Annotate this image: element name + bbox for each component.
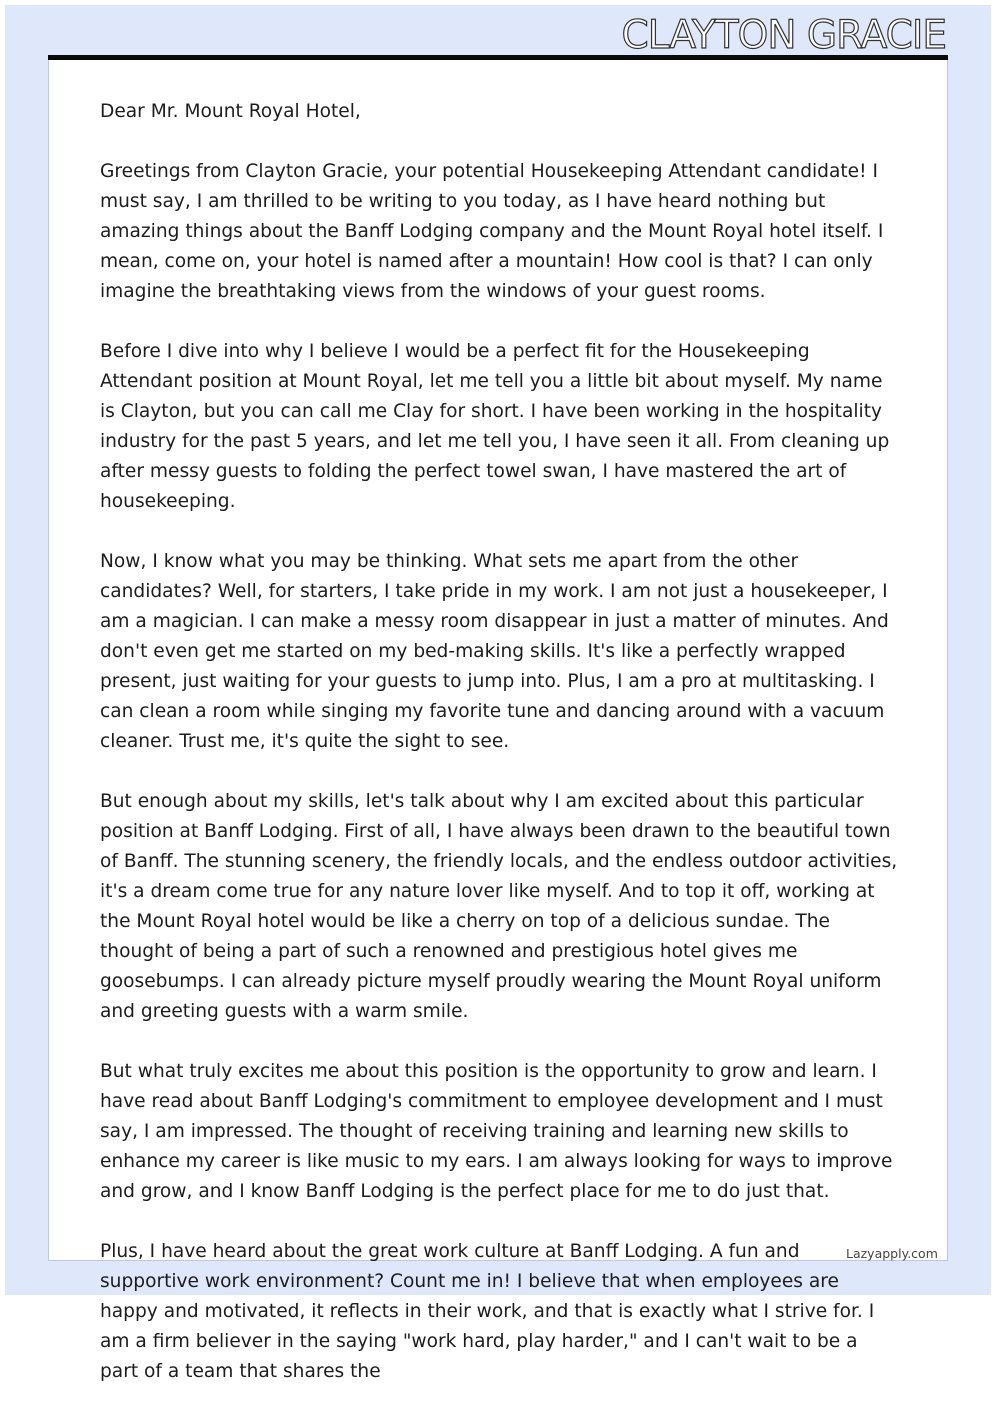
paragraph-intro: Greetings from Clayton Gracie, your potential Housekeeping Attendant candidate! I must say, I am thrilled to be writing to you today, as I have heard nothing but amazing things about the Banff Lodging company and the Mount Royal hotel itself. I mean, come on, your hotel is named after a mountain! How cool is that? I can only imagine the breathtaking views from the windows of your guest rooms. — [100, 161, 884, 302]
cover-letter-body — [100, 97, 900, 1417]
paragraph-background: Before I dive into why I believe I would be a perfect fit for the Housekeeping Attendant position at Mount Royal, let me tell you a little bit about myself. My name is Clayton, but you can call me Clay for short. I have been working in the hospitality industry for the past 5 years, and let me tell you, I have seen it all. From cleaning up after messy guests to folding the perfect towel swan, I have mastered the art of housekeeping. — [100, 341, 890, 512]
paragraph-position-interest: But enough about my skills, let's talk about why I am excited about this particular position at Banff Lodging. First of all, I have always been drawn to the beautiful town of Banff. The stunning scenery, the friendly locals, and the endless outdoor activities, it's a dream come true for any nature lover like myself. And to top it off, working at the Mount Royal hotel would be like a cherry on top of a delicious sundae. The thought of being a part of such a renowned and prestigious hotel gives me goosebumps. I can already picture myself proudly wearing the Mount Royal uniform and greeting guests with a warm smile. — [100, 791, 898, 1022]
paragraph-skills: Now, I know what you may be thinking. What sets me apart from the other candidates? Well, for starters, I take pride in my work. I am not just a housekeeper, I am a magician. I can make a messy room disappear in just a matter of minutes. And don't even get me started on my bed-making skills. It's like a perfectly wrapped present, just waiting for your guests to jump into. Plus, I am a pro at multitasking. I can clean a room while singing my favorite tune and dancing around with a vacuum cleaner. Trust me, it's quite the sight to see. — [100, 551, 889, 752]
watermark-text: Lazyapply.com — [846, 1246, 938, 1261]
paragraph-culture: Plus, I have heard about the great work culture at Banff Lodging. A fun and supportive work environment? Count me in! I believe that when employees are happy and motivated, it reflects in their work, and that is exactly what I strive for. I am a firm believer in the saying "work hard, play harder," and I can't wait to be a part of a team that shares the — [100, 1241, 875, 1382]
salutation: Dear Mr. Mount Royal Hotel, — [100, 101, 361, 122]
applicant-name: CLAYTON GRACIE — [621, 13, 946, 58]
paragraph-growth: But what truly excites me about this position is the opportunity to grow and learn. I have read about Banff Lodging's commitment to employee development and I must say, I am impressed. The thought of receiving training and learning new skills to enhance my career is like music to my ears. I am always looking for ways to improve and grow, and I know Banff Lodging is the perfect place for me to do just that. — [100, 1061, 893, 1202]
